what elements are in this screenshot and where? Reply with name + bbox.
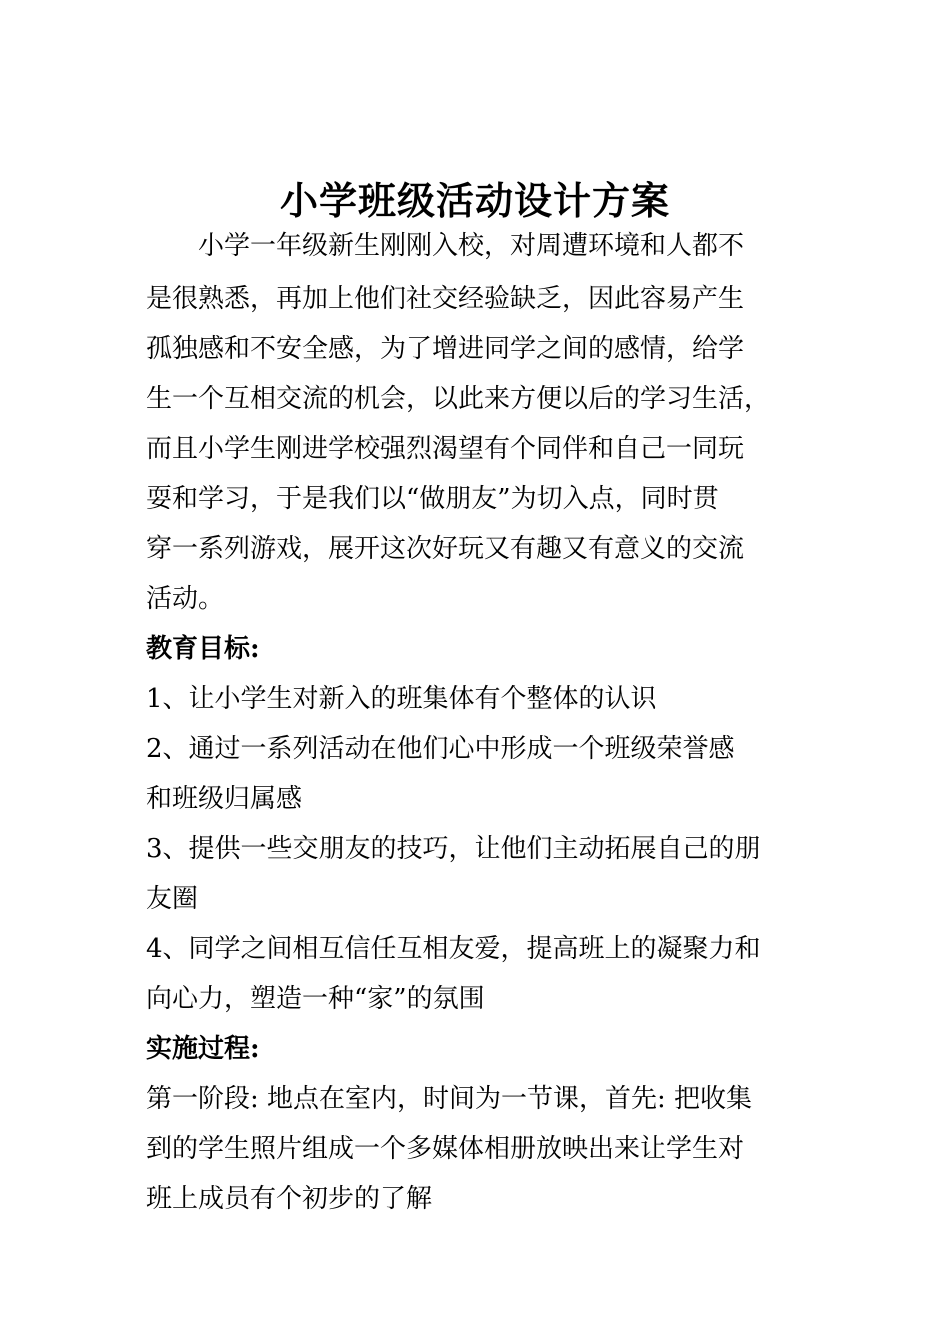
- section-heading-goals: 教育目标:: [146, 634, 260, 664]
- goal-line: 友圈: [146, 884, 199, 914]
- intro-line: 生一个互相交流的机会，以此来方便以后的学习生活，: [146, 384, 771, 414]
- intro-line: 孤独感和不安全感，为了增进同学之间的感情，给学: [146, 334, 745, 364]
- intro-line: 活动。: [146, 584, 225, 614]
- goal-line: 4、同学之间相互信任互相友爱，提高班上的凝聚力和: [146, 934, 761, 964]
- process-line: 第一阶段: 地点在室内，时间为一节课，首先: 把收集: [146, 1084, 753, 1114]
- process-line: 到的学生照片组成一个多媒体相册放映出来让学生对: [146, 1134, 745, 1164]
- goal-line: 3、提供一些交朋友的技巧，让他们主动拓展自己的朋: [146, 834, 761, 864]
- intro-line: 是很熟悉，再加上他们社交经验缺乏，因此容易产生: [146, 284, 745, 314]
- intro-line: 小学一年级新生刚刚入校，对周遭环境和人都不: [198, 231, 745, 261]
- goal-line: 1、让小学生对新入的班集体有个整体的认识: [146, 684, 657, 714]
- document-title: 小学班级活动设计方案: [279, 178, 670, 223]
- intro-line: 穿一系列游戏，展开这次好玩又有趣又有意义的交流: [146, 534, 745, 564]
- goal-line: 和班级归属感: [146, 784, 303, 814]
- goal-line: 2、通过一系列活动在他们心中形成一个班级荣誉感: [146, 734, 735, 764]
- intro-line: 耍和学习，于是我们以“做朋友”为切入点，同时贯: [146, 484, 719, 514]
- process-line: 班上成员有个初步的了解: [146, 1184, 433, 1214]
- section-heading-process: 实施过程:: [146, 1034, 260, 1064]
- intro-line: 而且小学生刚进学校强烈渴望有个同伴和自己一同玩: [146, 434, 745, 464]
- goal-line: 向心力，塑造一种“家”的氛围: [146, 984, 485, 1014]
